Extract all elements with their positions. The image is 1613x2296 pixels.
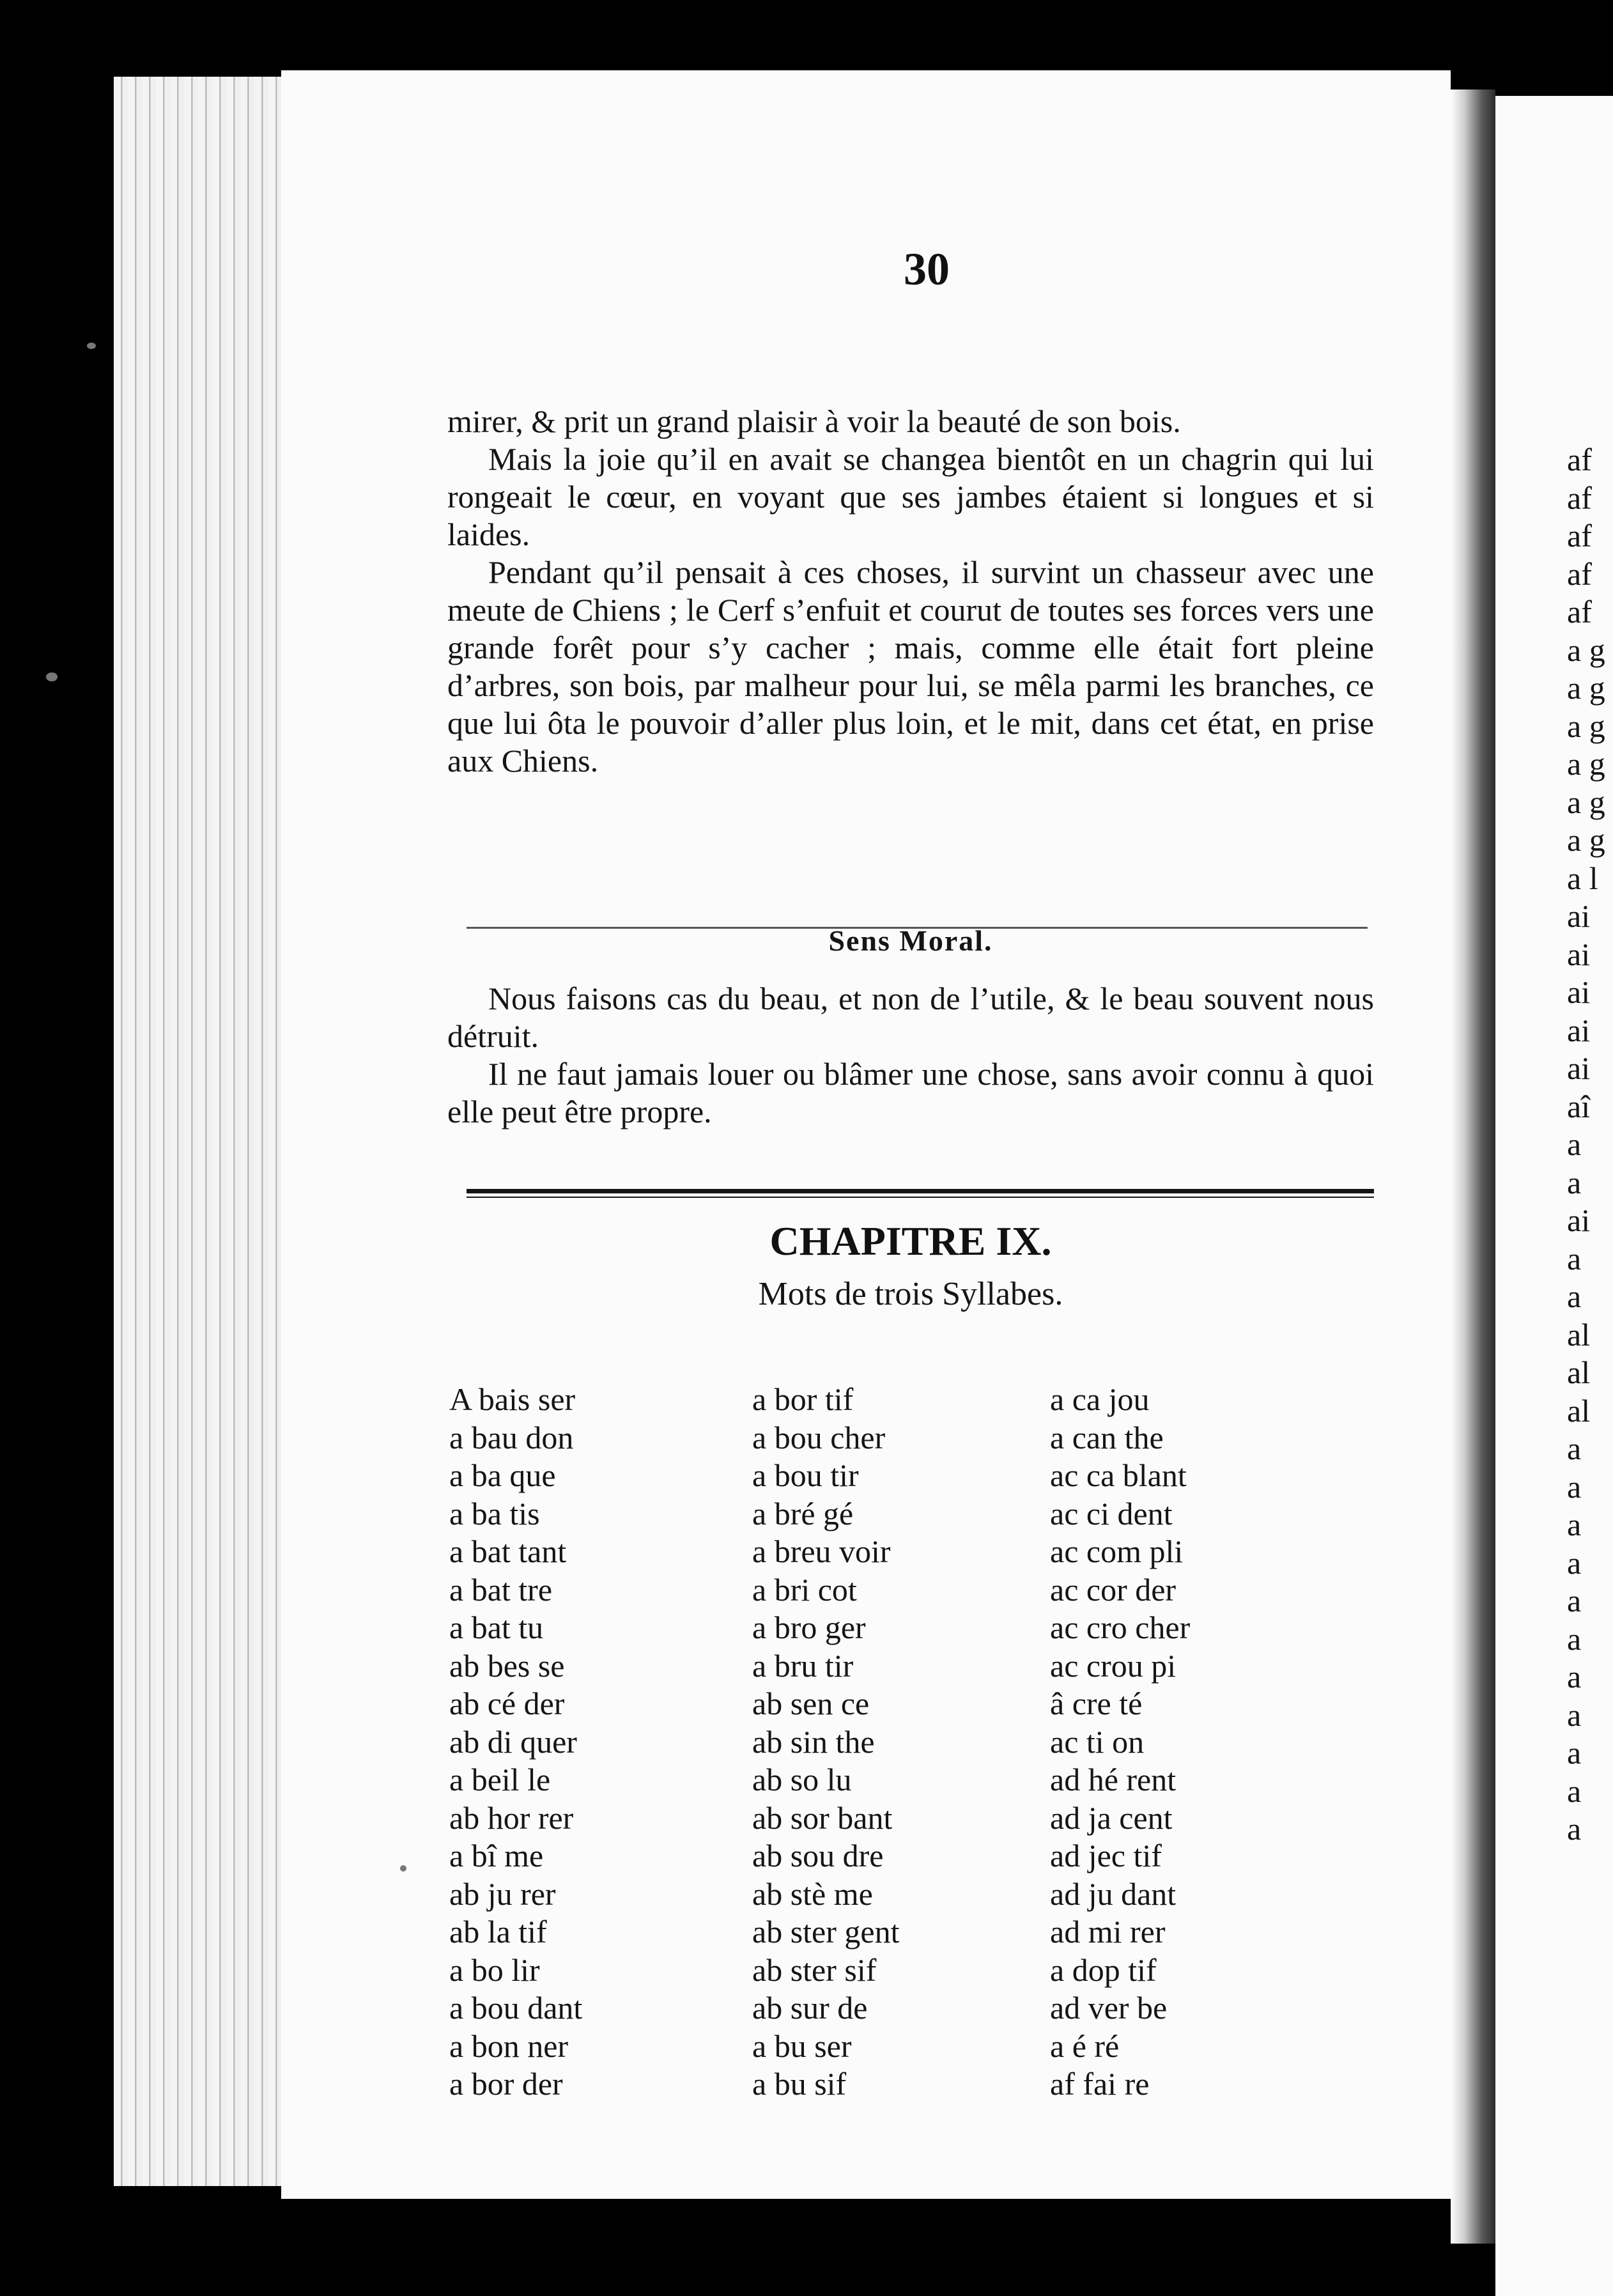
syllable-word: ab sin the	[752, 1723, 875, 1760]
syllable-word: ac cor der	[1050, 1571, 1177, 1608]
syllable-word: a bat tu	[449, 1610, 544, 1645]
syllable-word: a dop tif	[1050, 1951, 1157, 1988]
syllable-word: a ba que	[449, 1457, 556, 1493]
moral-paragraph: Nous faisons cas du beau, et non de l’utile, & le beau souvent nous détruit.	[447, 981, 1374, 1054]
moral-paragraph: Il ne faut jamais louer ou blâmer une chose, sans avoir connu à quoi elle peut être propre.	[447, 1056, 1374, 1129]
facing-page-fragment: a	[1567, 1431, 1582, 1466]
facing-page-fragment: a g	[1567, 746, 1605, 782]
syllable-word: a é ré	[1050, 2028, 1120, 2064]
facing-page-fragment: a g	[1567, 708, 1605, 744]
facing-page-fragment: af	[1567, 594, 1592, 630]
facing-page-fragment: aî	[1567, 1088, 1591, 1124]
facing-page-fragment: a	[1567, 1583, 1582, 1618]
syllable-word: a bat tant	[449, 1533, 567, 1569]
facing-page-fragment: ai	[1567, 1012, 1591, 1048]
facing-page-fragment: ai	[1567, 898, 1591, 934]
syllable-word: a bor der	[449, 2066, 563, 2102]
syllable-word: ab cé der	[449, 1686, 565, 1721]
syllable-word: ab sor bant	[752, 1799, 893, 1836]
chapter-subtitle: Mots de trois Syllabes.	[758, 1276, 1063, 1312]
fable-paragraph: Mais la joie qu’il en avait se changea bientôt en un chagrin qui lui rongeait le cœur, en voyant que ses jambes étaient si longues et si laides.	[447, 441, 1374, 552]
syllable-word: a can the	[1050, 1419, 1164, 1455]
syllable-word: a bro ger	[752, 1610, 866, 1645]
margin-speck	[87, 343, 96, 349]
facing-page-fragment: af	[1567, 442, 1592, 477]
margin-speck	[400, 1865, 406, 1872]
facing-page-fragment: al	[1567, 1392, 1591, 1429]
facing-page-fragment: a	[1567, 1126, 1582, 1162]
syllable-word: ab stè me	[752, 1875, 873, 1912]
syllable-word: a bat tre	[449, 1571, 553, 1608]
syllable-word: ad ju dant	[1050, 1875, 1177, 1912]
facing-page	[1495, 96, 1613, 2296]
facing-page-fragment: a g	[1567, 670, 1605, 706]
syllable-word: ab sou dre	[752, 1838, 884, 1873]
facing-page-fragment: a	[1567, 1811, 1582, 1847]
facing-page-fragment: ai	[1567, 1050, 1591, 1086]
syllable-word: a bor tif	[752, 1381, 854, 1417]
facing-page-fragment: a	[1567, 1620, 1582, 1657]
syllable-word: a bu ser	[752, 2028, 852, 2064]
facing-page-fragment: a	[1567, 1735, 1582, 1771]
syllable-word: ac com pli	[1050, 1533, 1184, 1569]
syllable-word: ab sen ce	[752, 1686, 870, 1721]
syllable-column-1	[449, 1381, 582, 2104]
facing-page-fragment: ai	[1567, 974, 1591, 1010]
syllable-word: a bo lir	[449, 1951, 540, 1988]
chapter-divider	[467, 1189, 1374, 1193]
facing-page-fragment: af	[1567, 479, 1592, 516]
syllable-word: ad ver be	[1050, 1990, 1168, 2026]
facing-page-fragment: a	[1567, 1507, 1582, 1542]
facing-page-fragment: ai	[1567, 1202, 1591, 1238]
fable-text	[447, 403, 1374, 780]
syllable-word: a beil le	[449, 1762, 551, 1797]
syllable-word: ad ja cent	[1050, 1799, 1173, 1836]
facing-page-fragment: af	[1567, 555, 1592, 592]
syllable-word: a bou cher	[752, 1419, 886, 1455]
chapter-title: CHAPITRE IX.	[769, 1218, 1052, 1264]
facing-page-fragment: a	[1567, 1696, 1582, 1733]
facing-page-fragment: a	[1567, 1278, 1582, 1314]
facing-page-fragment: a l	[1567, 860, 1598, 896]
syllable-word: a bré gé	[752, 1495, 854, 1532]
fable-paragraph: Pendant qu’il pensait à ces choses, il survint un chasseur avec une meute de Chiens ; le Cerf s’enfuit et courut de toutes ses forces vers une grande forêt pour s’y cacher ; mais, comme elle était fort pleine d’arbres, son bois, par malheur pour lui, se mêla parmi les branches, ce que lui ôta le pouvoir d’aller plus loin, et le mit, dans cet état, en prise aux Chiens.	[447, 554, 1374, 779]
syllable-word: ab hor rer	[449, 1799, 574, 1836]
facing-page-fragment: a	[1567, 1659, 1582, 1695]
syllable-word: a bou tir	[752, 1457, 859, 1493]
moral-text	[447, 980, 1374, 1131]
facing-page-fragment: a	[1567, 1544, 1582, 1581]
syllable-word: ab la tif	[449, 1914, 547, 1950]
syllable-word: ab sur de	[752, 1990, 868, 2026]
margin-speck	[46, 672, 58, 681]
facing-page-fragment: al	[1567, 1316, 1591, 1353]
facing-page-text	[1567, 441, 1605, 1849]
syllable-word: ab di quer	[449, 1723, 577, 1760]
facing-page-fragment: a g	[1567, 784, 1605, 820]
facing-page-fragment: ai	[1567, 936, 1591, 972]
facing-page-fragment: a	[1567, 1772, 1582, 1809]
syllable-word: ac ca blant	[1050, 1457, 1187, 1493]
syllable-word: ac ci dent	[1050, 1495, 1173, 1532]
syllable-column-2	[752, 1381, 899, 2104]
facing-page-fragment: al	[1567, 1354, 1591, 1390]
syllable-word: af fai re	[1050, 2066, 1150, 2102]
facing-page-fragment: a	[1567, 1164, 1582, 1200]
syllable-word: A bais ser	[449, 1381, 576, 1417]
page-number: 30	[904, 244, 950, 295]
syllable-word: a breu voir	[752, 1533, 891, 1569]
syllable-word: a bu sif	[752, 2066, 847, 2102]
syllable-word: ac ti on	[1050, 1723, 1145, 1760]
syllable-word: a ba tis	[449, 1495, 540, 1532]
syllable-word: a bî me	[449, 1838, 544, 1873]
syllable-word: a bon ner	[449, 2028, 569, 2064]
book-gutter	[1451, 89, 1495, 2244]
syllable-word: ab so lu	[752, 1762, 852, 1797]
moral-heading: Sens Moral.	[828, 924, 993, 957]
syllable-word: ab ju rer	[449, 1875, 556, 1912]
syllable-word: a ca jou	[1050, 1381, 1150, 1417]
syllable-word: ac cro cher	[1050, 1610, 1191, 1645]
facing-page-fragment: a	[1567, 1240, 1582, 1276]
book-page	[281, 70, 1451, 2199]
syllable-word: ab bes se	[449, 1647, 565, 1684]
syllable-word: ac crou pi	[1050, 1647, 1177, 1684]
syllable-word: a bou dant	[449, 1990, 583, 2026]
syllable-word: a bru tir	[752, 1647, 854, 1684]
facing-page-fragment: a	[1567, 1468, 1582, 1505]
syllable-word: â cre té	[1050, 1686, 1143, 1721]
chapter-divider-secondary	[467, 1197, 1374, 1198]
syllable-word: ad mi rer	[1050, 1914, 1166, 1950]
syllable-word: a bri cot	[752, 1571, 857, 1608]
syllable-word: ad jec tif	[1050, 1838, 1162, 1873]
book-page-edges	[114, 77, 289, 2186]
fable-paragraph: mirer, & prit un grand plaisir à voir la beauté de son bois.	[447, 403, 1181, 439]
facing-page-fragment: a g	[1567, 822, 1605, 858]
syllable-word: ad hé rent	[1050, 1762, 1177, 1797]
syllable-word: ab ster sif	[752, 1951, 877, 1988]
syllable-column-3	[1050, 1381, 1190, 2104]
facing-page-fragment: a g	[1567, 632, 1605, 668]
syllable-word: a bau don	[449, 1419, 574, 1455]
facing-page-fragment: af	[1567, 518, 1592, 554]
syllable-word: ab ster gent	[752, 1914, 900, 1950]
